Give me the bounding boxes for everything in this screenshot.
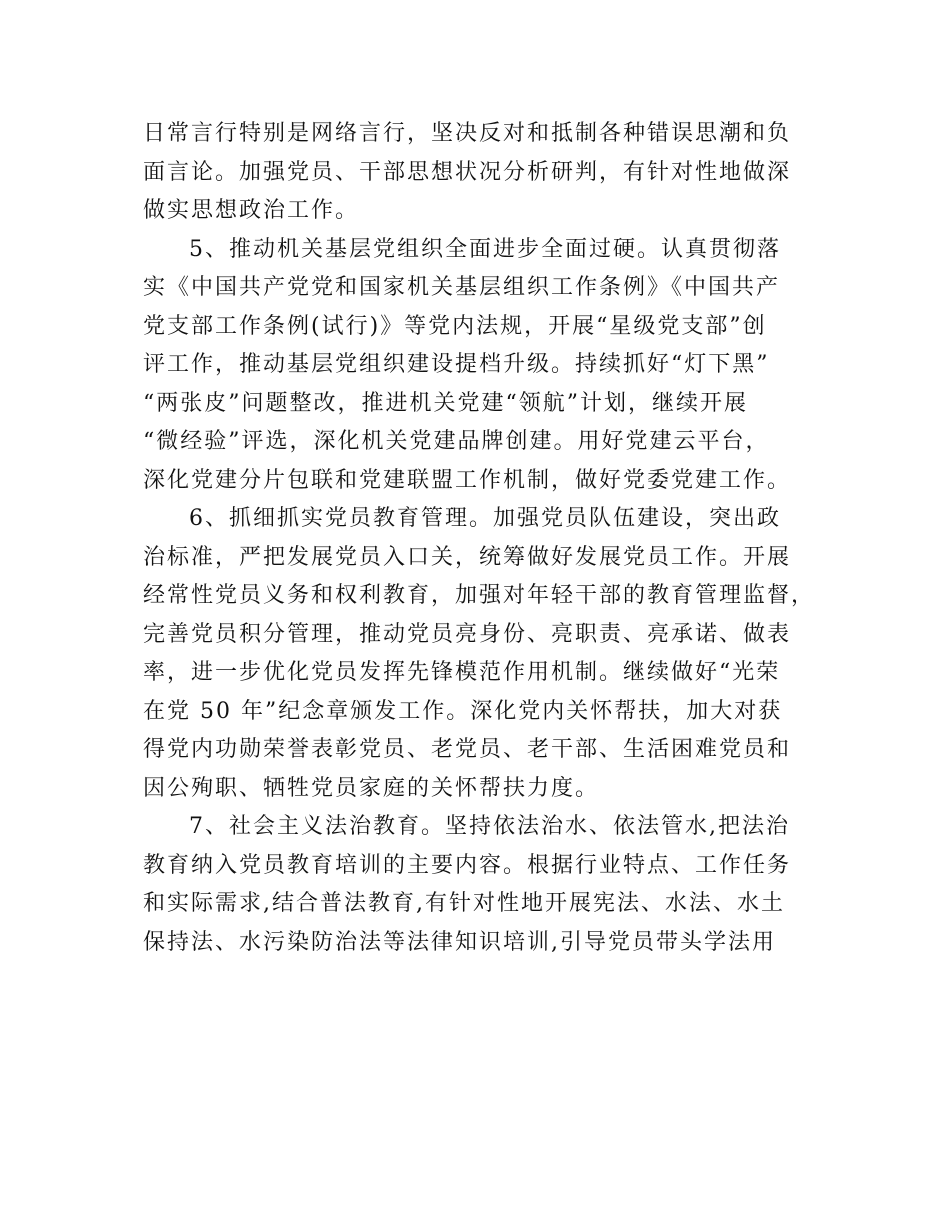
body-text <box>143 115 843 962</box>
text-line: 因公殉职、牺牲党员家庭的关怀帮扶力度。 <box>143 775 600 801</box>
text-line: 评工作，推动基层党组织建设提档升级。持续抓好“灯下黑” <box>143 352 770 377</box>
section-7-heading-line: 7、社会主义法治教育。坚持依法治水、依法管水,把法治 <box>189 814 790 839</box>
text-line: 率，进一步优化党员发挥先锋模范作用机制。继续做好“光荣 <box>143 660 781 685</box>
text-line: “两张皮”问题整改，推进机关党建“领航”计划，继续开展 <box>143 390 748 416</box>
text-line: 做实思想政治工作。 <box>143 198 360 223</box>
text-line: “微经验”评选，深化机关党建品牌创建。用好党建云平台， <box>143 429 770 454</box>
text-line: 深化党建分片包联和党建联盟工作机制，做好党委党建工作。 <box>143 467 792 493</box>
text-line: 完善党员积分管理，推动党员亮身份、亮职责、亮承诺、做表 <box>143 621 792 647</box>
text-line: 教育纳入党员教育培训的主要内容。根据行业特点、工作任务 <box>143 852 792 878</box>
text-line: 在党 50 年”纪念章颁发工作。深化党内关怀帮扶，加大对获 <box>143 698 783 724</box>
text-line: 面言论。加强党员、干部思想状况分析研判，有针对性地做深 <box>143 159 792 185</box>
text-line: 治标准，严把发展党员入口关，统筹做好发展党员工作。开展 <box>143 544 792 570</box>
section-6-heading-line: 6、抓细抓实党员教育管理。加强党员队伍建设，突出政 <box>189 506 781 531</box>
text-line: 保持法、水污染防治法等法律知识培训,引导党员带头学法用 <box>143 929 776 955</box>
text-line: 党支部工作条例(试行)》等党内法规，开展“星级党支部”创 <box>143 313 767 339</box>
section-5-heading-line: 5、推动机关基层党组织全面进步全面过硬。认真贯彻落 <box>189 236 781 262</box>
text-line: 经常性党员义务和权利教育，加强对年轻干部的教育管理监督， <box>143 583 816 608</box>
text-line: 和实际需求,结合普法教育,有针对性地开展宪法、水法、水土 <box>143 891 785 916</box>
text-line: 实《中国共产党党和国家机关基层组织工作条例》《中国共产 <box>143 275 781 300</box>
text-line: 日常言行特别是网络言行，坚决反对和抵制各种错误思潮和负 <box>143 121 792 146</box>
text-line: 得党内功勋荣誉表彰党员、老党员、老干部、生活困难党员和 <box>143 737 792 762</box>
